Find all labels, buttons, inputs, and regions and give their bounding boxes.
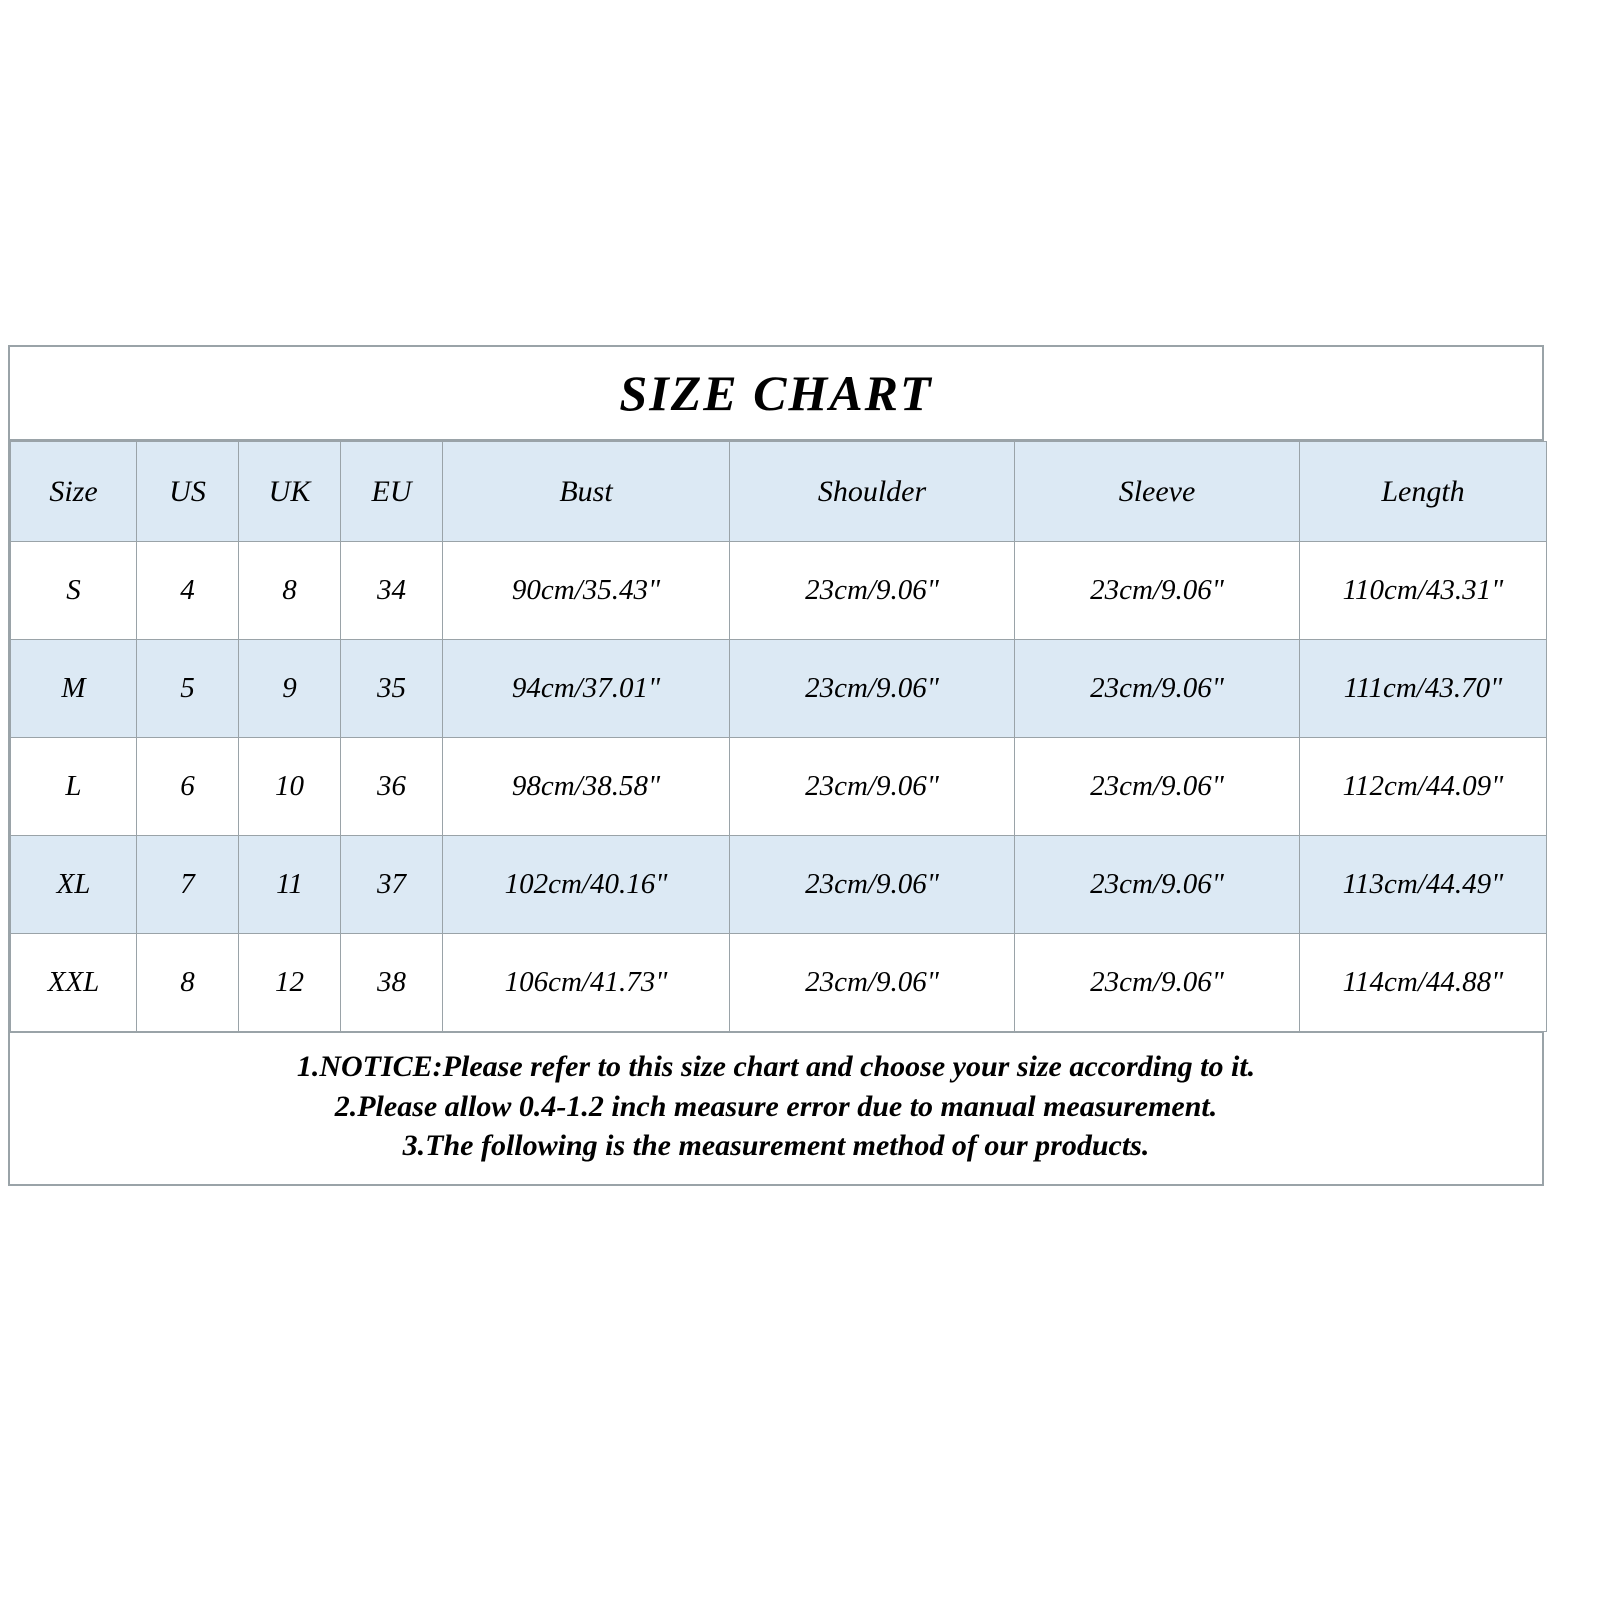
cell-eu: 35	[341, 640, 443, 738]
size-chart-table	[10, 441, 1547, 1032]
column-header-uk: UK	[239, 442, 341, 542]
cell-uk: 10	[239, 738, 341, 836]
cell-length: 112cm/44.09"	[1300, 738, 1547, 836]
cell-uk: 11	[239, 836, 341, 934]
cell-length: 110cm/43.31"	[1300, 542, 1547, 640]
cell-shoulder: 23cm/9.06"	[730, 934, 1015, 1032]
cell-size: XXL	[11, 934, 137, 1032]
cell-sleeve: 23cm/9.06"	[1015, 934, 1300, 1032]
cell-uk: 12	[239, 934, 341, 1032]
cell-size: XL	[11, 836, 137, 934]
column-header-us: US	[137, 442, 239, 542]
column-header-size: Size	[11, 442, 137, 542]
cell-us: 4	[137, 542, 239, 640]
cell-bust: 90cm/35.43"	[443, 542, 730, 640]
cell-sleeve: 23cm/9.06"	[1015, 640, 1300, 738]
cell-us: 6	[137, 738, 239, 836]
table-row	[11, 542, 1547, 640]
cell-size: M	[11, 640, 137, 738]
cell-eu: 36	[341, 738, 443, 836]
cell-uk: 8	[239, 542, 341, 640]
cell-shoulder: 23cm/9.06"	[730, 542, 1015, 640]
cell-length: 113cm/44.49"	[1300, 836, 1547, 934]
table-row	[11, 934, 1547, 1032]
cell-bust: 98cm/38.58"	[443, 738, 730, 836]
note-line-1: 1.NOTICE:Please refer to this size chart and choose your size according to it.	[296, 1050, 1256, 1083]
note-line-3: 3.The following is the measurement method of our products.	[402, 1129, 1150, 1163]
cell-length: 114cm/44.88"	[1300, 934, 1547, 1032]
column-header-length: Length	[1300, 442, 1547, 542]
cell-sleeve: 23cm/9.06"	[1015, 542, 1300, 640]
column-header-bust: Bust	[443, 442, 730, 542]
column-header-shoulder: Shoulder	[730, 442, 1015, 542]
cell-eu: 34	[341, 542, 443, 640]
column-header-eu: EU	[341, 442, 443, 542]
cell-us: 5	[137, 640, 239, 738]
table-row	[11, 738, 1547, 836]
table-row	[11, 836, 1547, 934]
cell-uk: 9	[239, 640, 341, 738]
cell-bust: 106cm/41.73"	[443, 934, 730, 1032]
page-title: SIZE CHART	[619, 365, 933, 421]
table-header-row	[11, 442, 1547, 542]
cell-size: L	[11, 738, 137, 836]
table-row	[11, 640, 1547, 738]
note-line-2: 2.Please allow 0.4-1.2 inch measure error due to manual measurement.	[334, 1089, 1218, 1123]
cell-eu: 37	[341, 836, 443, 934]
size-chart-card	[8, 345, 1544, 1186]
cell-size: S	[11, 542, 137, 640]
cell-length: 111cm/43.70"	[1300, 640, 1547, 738]
cell-bust: 94cm/37.01"	[443, 640, 730, 738]
cell-eu: 38	[341, 934, 443, 1032]
cell-shoulder: 23cm/9.06"	[730, 738, 1015, 836]
chart-title-row	[10, 347, 1542, 441]
notes-section	[10, 1032, 1542, 1184]
cell-us: 7	[137, 836, 239, 934]
cell-sleeve: 23cm/9.06"	[1015, 836, 1300, 934]
cell-bust: 102cm/40.16"	[443, 836, 730, 934]
cell-us: 8	[137, 934, 239, 1032]
cell-shoulder: 23cm/9.06"	[730, 836, 1015, 934]
column-header-sleeve: Sleeve	[1015, 442, 1300, 542]
cell-shoulder: 23cm/9.06"	[730, 640, 1015, 738]
cell-sleeve: 23cm/9.06"	[1015, 738, 1300, 836]
